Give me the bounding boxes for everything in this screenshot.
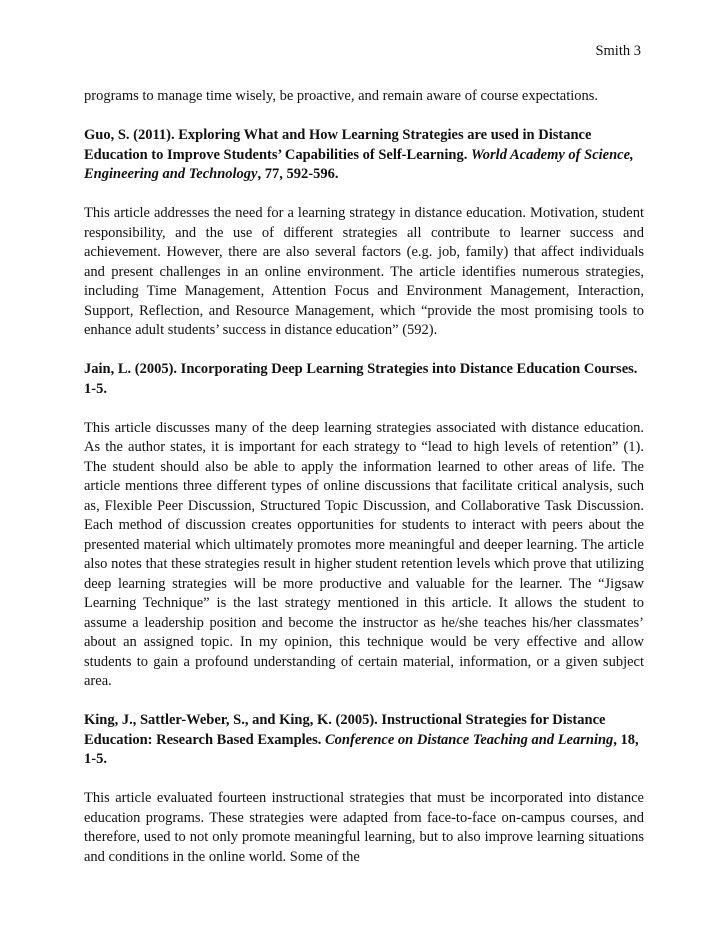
annotation-jain: This article discusses many of the deep learning strategies associated with distance education. As the author states, it is important for each strategy to “lead to high levels of retention” (1). The student should also be able to apply the information learned to other areas of life. The article mentions three different types of online discussions that facilitate critical analysis, such as, Flexible Peer Discussion, Structured Topic Discussion, and Collaborative Task Discussion. Each method of discussion creates opportunities for students to interact with peers about the presented material which ultimately promotes more meaningful and deeper learning. The article also notes that these strategies result in higher student retention levels which prove that utilizing deep learning strategies will be more productive and valuable for the learner. The “Jigsaw Learning Technique” is the last strategy mentioned in this article. It allows the student to assume a leadership position and become the instructor as he/she teaches his/her classmates’ about an assigned topic. In my opinion, this technique would be very effective and allow students to gain a profound understanding of certain material, information, or a given subject area.: [84, 419, 644, 689]
citation-jain-main: Jain, L. (2005). Incorporating Deep Learning Strategies into Distance Education Courses. 1-5.: [84, 361, 638, 397]
citation-king-main: King, J., Sattler-Weber, S., and King, K. (2005). Instructional Strategies for Distance Education: Research Based Examples.: [84, 712, 606, 748]
citation-king-tail: , 18, 1-5.: [84, 731, 639, 767]
continuation-paragraph: programs to manage time wisely, be proactive, and remain aware of course expectations.: [84, 88, 599, 104]
citation-king: [84, 711, 644, 770]
citation-guo-tail: , 77, 592-596.: [257, 166, 339, 182]
citation-guo-main: Guo, S. (2011). Exploring What and How Learning Strategies are used in Distance Education to Improve Students’ Capabilities of Self-Learning.: [84, 127, 592, 163]
citation-jain: [84, 360, 644, 399]
annotation-king: This article evaluated fourteen instructional strategies that must be incorporated into distance education programs. These strategies were adapted from face-to-face on-campus courses, and therefore, used to not only promote meaningful learning, but to also improve learning situations and conditions in the online world. Some of the: [84, 790, 644, 865]
citation-guo: [84, 126, 644, 185]
page-number-label: Smith 3: [595, 43, 641, 59]
citation-king-source: Conference on Distance Teaching and Learning: [325, 731, 614, 748]
annotation-guo: This article addresses the need for a learning strategy in distance education. Motivation, student responsibility, and the use of different strategies all contribute to learner success and achievement. However, there are also several factors (e.g. job, family) that affect individuals and present challenges in an online environment. The article identifies numerous strategies, including Time Management, Attention Focus and Environment Management, Interaction, Support, Reflection, and Resource Management, which “provide the most promising tools to enhance adult students’ success in distance education” (592).: [84, 205, 644, 338]
page-header: [595, 42, 641, 60]
citation-guo-source: World Academy of Science, Engineering and Technology: [84, 146, 634, 182]
document-body: [84, 87, 644, 887]
